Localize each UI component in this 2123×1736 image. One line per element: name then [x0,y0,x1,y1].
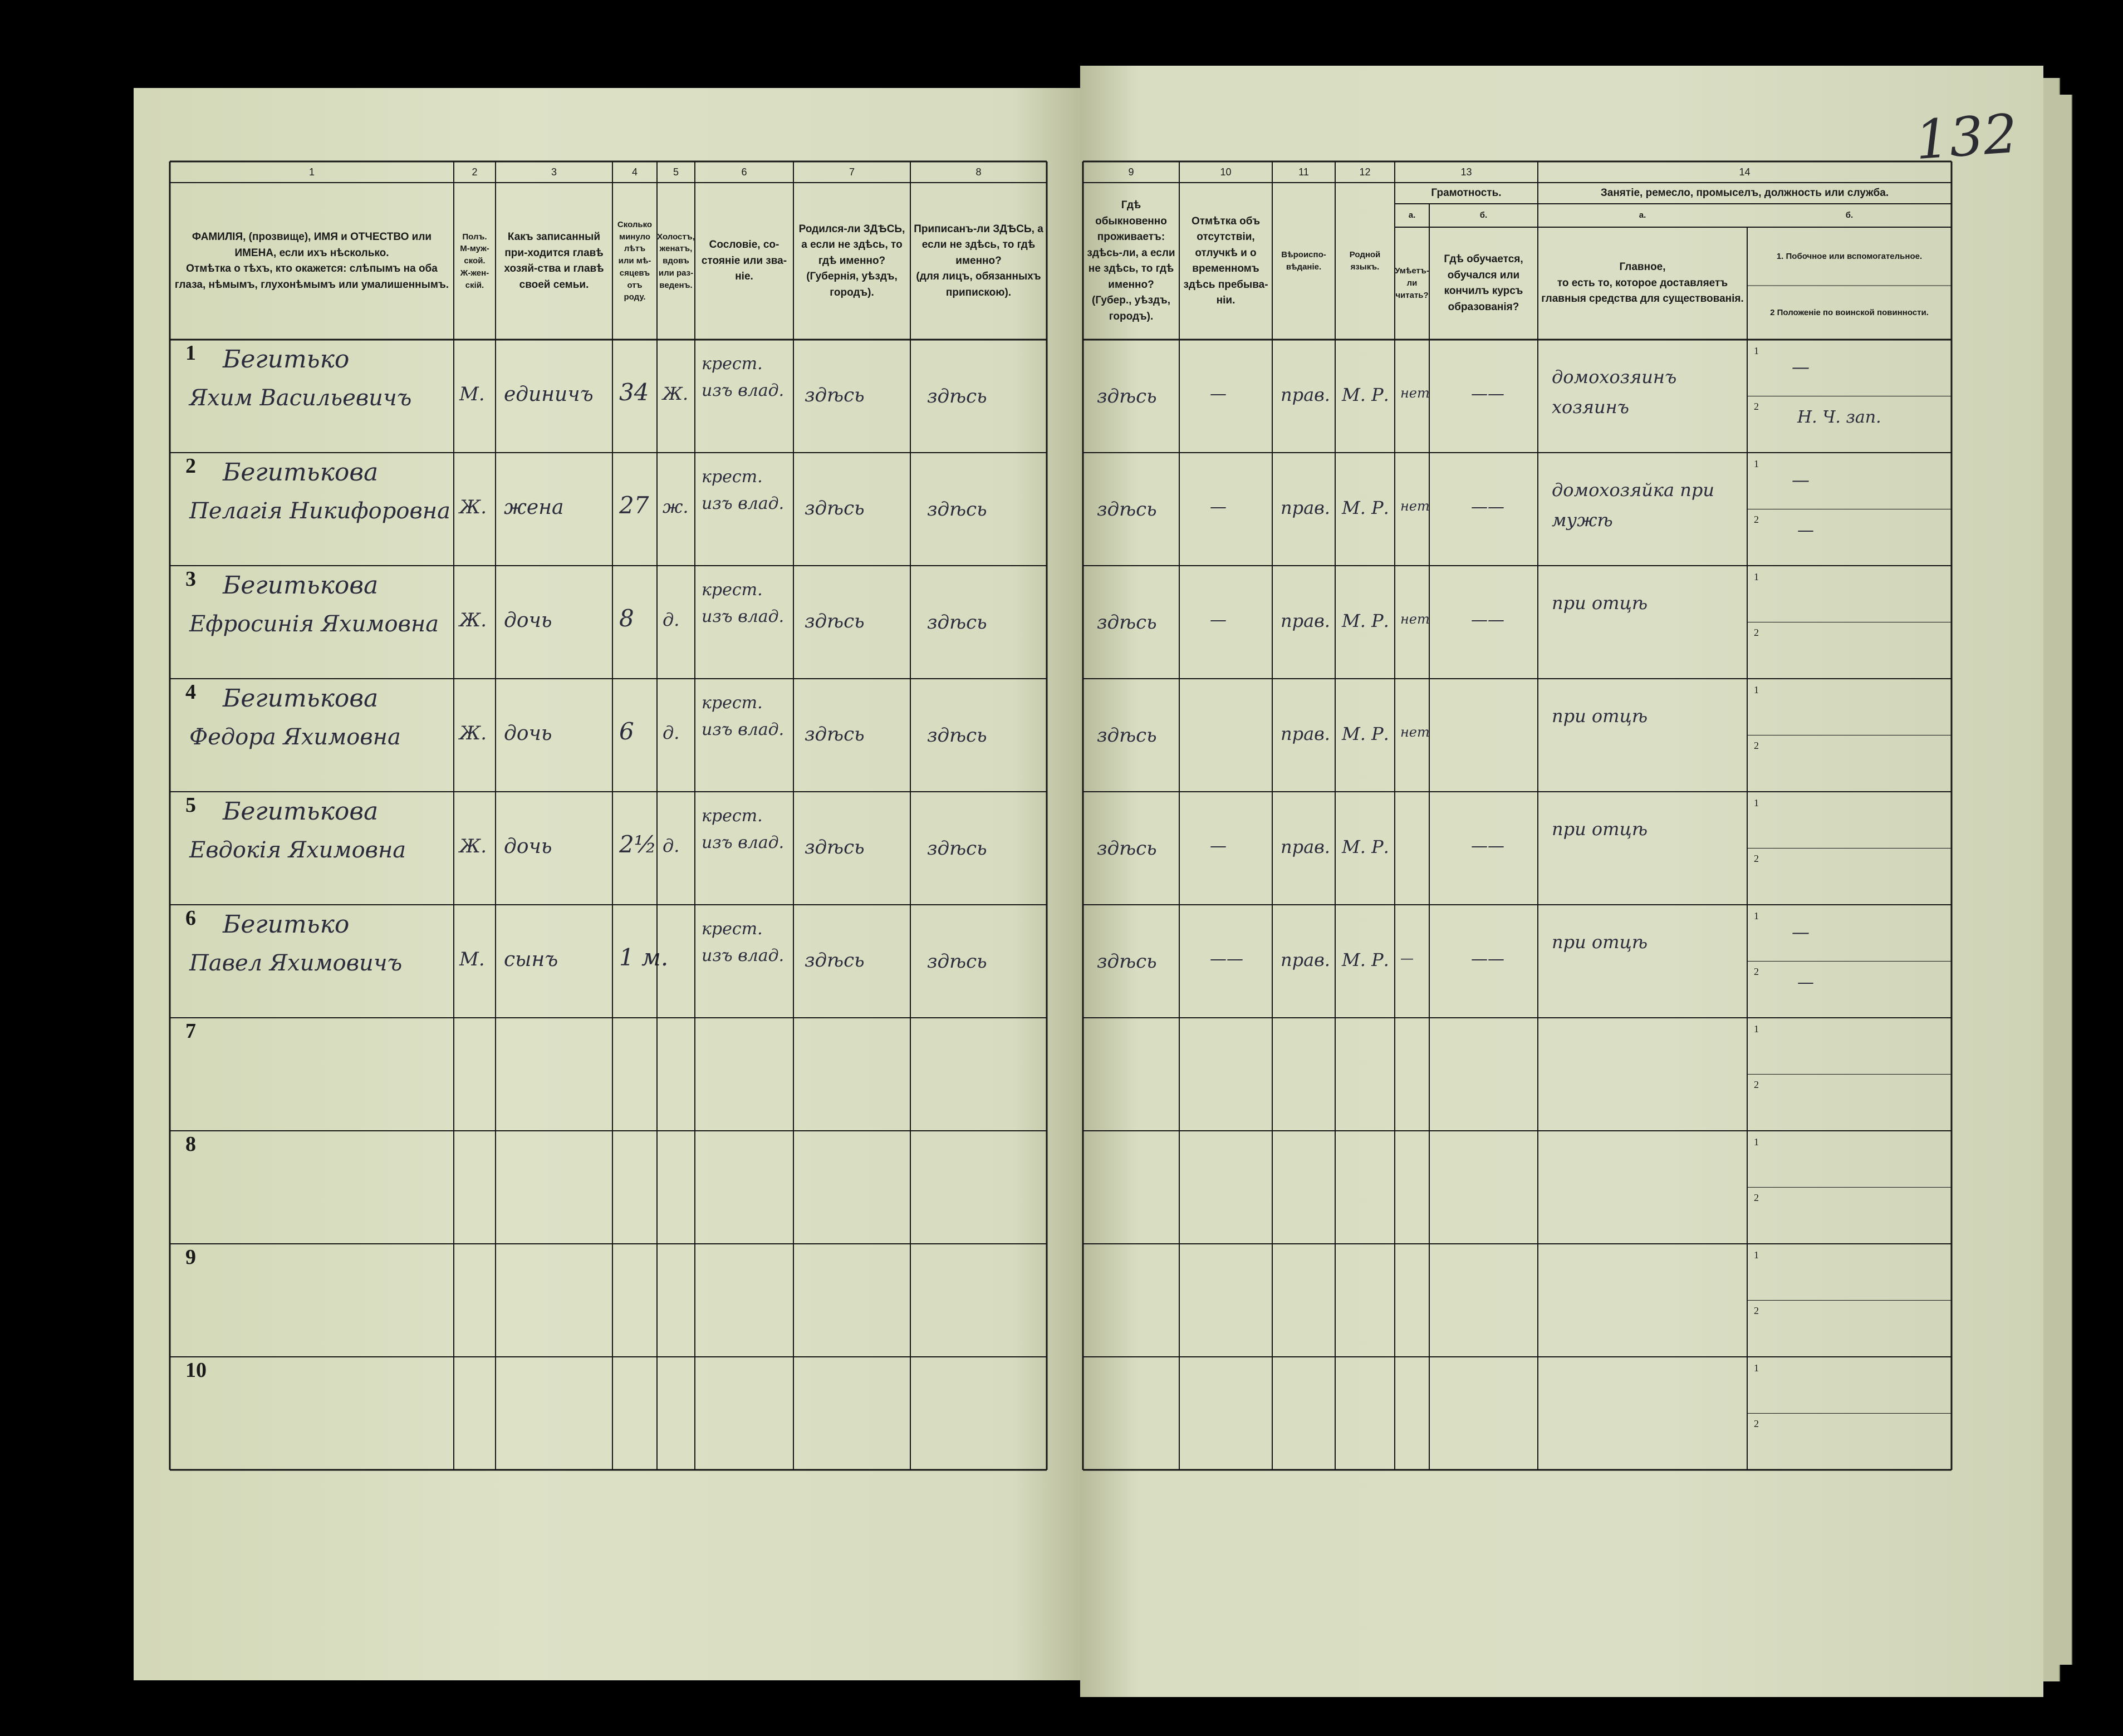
person-given-name: Яхим Васильевичъ [189,385,412,411]
person-absence-note: — [1210,610,1227,630]
person-main-occupation: домохозяйка при мужѣ [1552,479,1714,531]
column-number: 3 [551,166,557,178]
column-number: 10 [1220,166,1232,178]
person-registration-place: здѣсь [927,837,987,860]
person-main-occupation: при отцѣ [1552,705,1648,727]
row-number: 7 [185,1019,196,1043]
column-header: Сколько минуло лѣтъ или мѣ-сяцевъ отъ роду. [617,219,653,302]
occupation-a-label: а. [1639,210,1646,220]
person-marital-status: ж. [663,496,689,517]
sub-mark-1: 1 [1754,1136,1759,1147]
person-birthplace: здѣсь [805,723,865,746]
sub-mark-1: 1 [1754,797,1759,808]
person-registration-place: здѣсь [927,950,987,973]
person-surname: Бегитькова [223,571,379,600]
sub-mark-2: 2 [1754,1191,1759,1203]
column-header: Родной языкъ. [1349,250,1381,272]
column-number: 11 [1298,166,1309,178]
person-registration-place: здѣсь [927,498,987,521]
row-number: 3 [185,567,196,591]
sub-mark-1: 1 [1754,458,1759,469]
literacy-a-label: а. [1408,210,1416,220]
row-number: 8 [185,1132,196,1156]
occupation-b-label: б. [1845,210,1854,220]
person-education: —— [1471,949,1504,969]
column-number: 9 [1128,166,1134,178]
column-header: Гдѣ обыкновенно проживаетъ: здѣсь-ли, а если не здѣсь, то гдѣ именно? (Губер., уѣздъ, городъ). [1087,199,1175,322]
person-age: 8 [619,605,634,632]
person-residence: здѣсь [1097,611,1157,634]
sub-mark-1: 1 [1754,1362,1759,1374]
column-header-military-status: 2 Положеніе по воинской повинности. [1770,307,1929,317]
sub-mark-1: 1 [1754,684,1759,695]
sub-mark-2: 2 [1754,852,1759,864]
sub-mark-1: 1 [1754,345,1759,356]
sub-mark-1: 1 [1754,1023,1759,1034]
row-number: 1 [185,341,196,365]
person-main-occupation: домохозяинъ хозяинъ [1552,366,1677,418]
person-can-read: — [1400,950,1414,966]
row-number: 5 [185,793,196,817]
column-header: Сословіе, со-стояніе или зва-ніе. [701,239,787,283]
column-header: Отмѣтка объ отсутствіи, отлучкѣ и о временномъ здѣсь пребыва-ніи. [1183,215,1268,306]
person-relation: сынъ [504,948,558,971]
column-number: 12 [1359,166,1371,178]
person-can-read: нет [1400,385,1430,401]
column-number: 8 [975,166,982,178]
row-number: 2 [185,454,196,478]
person-given-name: Ефросинія Яхимовна [189,611,439,637]
sub-mark-1: 1 [1754,571,1759,582]
person-surname: Бегитькова [223,797,379,826]
person-secondary-occupation: — [1792,356,1810,377]
column-header-can-read: Умѣетъ-ли читать? [1395,266,1429,300]
column-number: 7 [849,166,855,178]
sheet-number: 132 [1913,102,2019,172]
person-residence: здѣсь [1097,724,1157,747]
person-surname: Бегитькова [223,458,379,487]
person-residence: здѣсь [1097,498,1157,521]
column-number: 5 [673,166,679,178]
person-can-read: нет [1400,724,1430,740]
person-main-occupation: при отцѣ [1552,592,1648,614]
person-relation: жена [504,496,564,519]
person-birthplace: здѣсь [805,610,865,632]
person-registration-place: здѣсь [927,385,987,408]
column-header-secondary-occupation: 1. Побочное или вспомогательное. [1776,251,1923,261]
person-can-read: нет [1400,498,1430,514]
column-header-main-occupation: Главное, то есть то, которое доставляетъ главныя средства для существованія. [1541,261,1744,305]
person-age: 2½ [619,831,657,858]
column-header: Приписанъ-ли ЗДѢСЬ, а если не здѣсь, то гдѣ именно? (для лицъ, обязанныхъ припискою). [914,223,1043,298]
sub-mark-2: 2 [1754,513,1759,525]
person-birthplace: здѣсь [805,836,865,859]
column-header: Полъ. М-муж-ской. Ж-жен-скій. [460,232,489,290]
person-native-language: М. Р. [1342,384,1389,405]
person-sex: Ж. [459,496,487,518]
person-birthplace: здѣсь [805,949,865,972]
person-main-occupation: при отцѣ [1552,931,1648,953]
person-can-read: нет [1400,611,1430,627]
person-estate: кресm. изъ влад. [702,580,785,626]
column-header: Какъ записанный при-ходится главѣ хозяй-ства и главѣ своей семьи. [504,231,604,291]
row-number: 10 [185,1359,207,1382]
literacy-b-label: б. [1479,210,1488,220]
person-marital-status: д. [663,609,680,630]
person-education: —— [1471,497,1504,517]
person-given-name: Федора Яхимовна [189,724,401,750]
person-religion: прав. [1281,610,1330,631]
person-military-status: Н. Ч. зап. [1797,407,1881,427]
person-estate: кресm. изъ влад. [702,354,785,400]
person-relation: дочь [504,609,552,632]
sub-mark-2: 2 [1754,1418,1759,1429]
person-military-status: — [1797,972,1814,992]
person-marital-status: д. [663,722,680,743]
sub-mark-2: 2 [1754,965,1759,977]
person-residence: здѣсь [1097,385,1157,408]
person-secondary-occupation: — [1792,469,1810,491]
person-sex: М. [459,383,485,405]
person-absence-note: — [1210,497,1227,517]
sub-mark-2: 2 [1754,1078,1759,1090]
person-sex: Ж. [459,609,487,631]
person-religion: прав. [1281,497,1330,518]
person-estate: кресm. изъ влад. [702,806,785,852]
person-marital-status: д. [663,835,680,856]
person-secondary-occupation: — [1792,921,1810,943]
person-registration-place: здѣсь [927,724,987,747]
person-religion: прав. [1281,723,1330,744]
person-native-language: М. Р. [1342,949,1389,970]
column-header: Вѣроиспо-вѣданіе. [1281,250,1326,272]
person-residence: здѣсь [1097,837,1157,860]
row-number: 9 [185,1245,196,1269]
column-number: 6 [741,166,747,178]
person-absence-note: — [1210,384,1227,404]
person-education: —— [1471,610,1504,630]
person-relation: дочь [504,835,552,858]
person-surname: Бегитькова [223,684,379,713]
person-given-name: Евдокія Яхимовна [189,837,406,863]
row-number: 6 [185,906,196,930]
person-sex: М. [459,948,485,970]
person-relation: дочь [504,722,552,745]
person-birthplace: здѣсь [805,497,865,519]
person-sex: Ж. [459,722,487,744]
person-main-occupation: при отцѣ [1552,818,1648,840]
person-absence-note: — [1210,836,1227,856]
column-header: Родился-ли ЗДѢСЬ, а если не здѣсь, то гдѣ именно? (Губернія, уѣздъ, городъ). [798,223,905,298]
person-native-language: М. Р. [1342,497,1389,518]
person-age: 6 [619,718,634,745]
person-sex: Ж. [459,835,487,857]
sub-mark-2: 2 [1754,739,1759,751]
column-number: 14 [1739,166,1751,178]
sub-mark-2: 2 [1754,400,1759,412]
person-marital-status: Ж. [663,383,689,404]
person-military-status: — [1797,520,1814,540]
person-age: 27 [619,492,649,519]
person-absence-note: —— [1210,949,1243,969]
person-native-language: М. Р. [1342,836,1389,857]
column-number: 4 [631,166,638,178]
person-native-language: М. Р. [1342,610,1389,631]
person-estate: кресm. изъ влад. [702,919,785,965]
person-religion: прав. [1281,949,1330,970]
column-number: 2 [472,166,478,178]
row-number: 4 [185,680,196,704]
person-registration-place: здѣсь [927,611,987,634]
person-residence: здѣсь [1097,950,1157,973]
column-header-education: Гдѣ обучается, обучался или кончилъ курсъ образованія? [1444,253,1523,313]
person-given-name: Павел Яхимовичъ [189,950,403,976]
column-header-occupation: Занятіе, ремесло, промыселъ, должность или служба. [1600,187,1889,199]
person-age: 34 [619,379,649,406]
person-given-name: Пелагія Никифоровна [189,498,450,524]
person-estate: кресm. изъ влад. [702,467,785,513]
column-number: 1 [308,166,315,178]
person-age: 1 м. [619,944,669,971]
person-relation: единичъ [504,383,594,406]
column-header: Холостъ, женатъ, вдовъ или раз-веденъ. [657,232,695,290]
person-religion: прав. [1281,836,1330,857]
person-native-language: М. Р. [1342,723,1389,744]
person-education: —— [1471,384,1504,404]
sub-mark-2: 2 [1754,1305,1759,1316]
sub-mark-1: 1 [1754,910,1759,921]
column-header-literacy: Грамотность. [1431,187,1502,199]
person-religion: прав. [1281,384,1330,405]
person-surname: Бегитько [223,345,350,374]
person-estate: кресm. изъ влад. [702,693,785,739]
sub-mark-2: 2 [1754,626,1759,638]
sub-mark-1: 1 [1754,1249,1759,1261]
person-surname: Бегитько [223,910,350,939]
person-education: —— [1471,836,1504,856]
person-birthplace: здѣсь [805,384,865,406]
column-number: 13 [1460,166,1472,178]
column-header: ФАМИЛІЯ, (прозвище), ИМЯ и ОТЧЕСТВО или ИМЕНА, если ихъ нѣсколько. Отмѣтка о тѣхъ, кто окажется: слѣпымъ на оба глаза, нѣмымъ, глухонѣмымъ или умалишеннымъ. [174,231,449,291]
